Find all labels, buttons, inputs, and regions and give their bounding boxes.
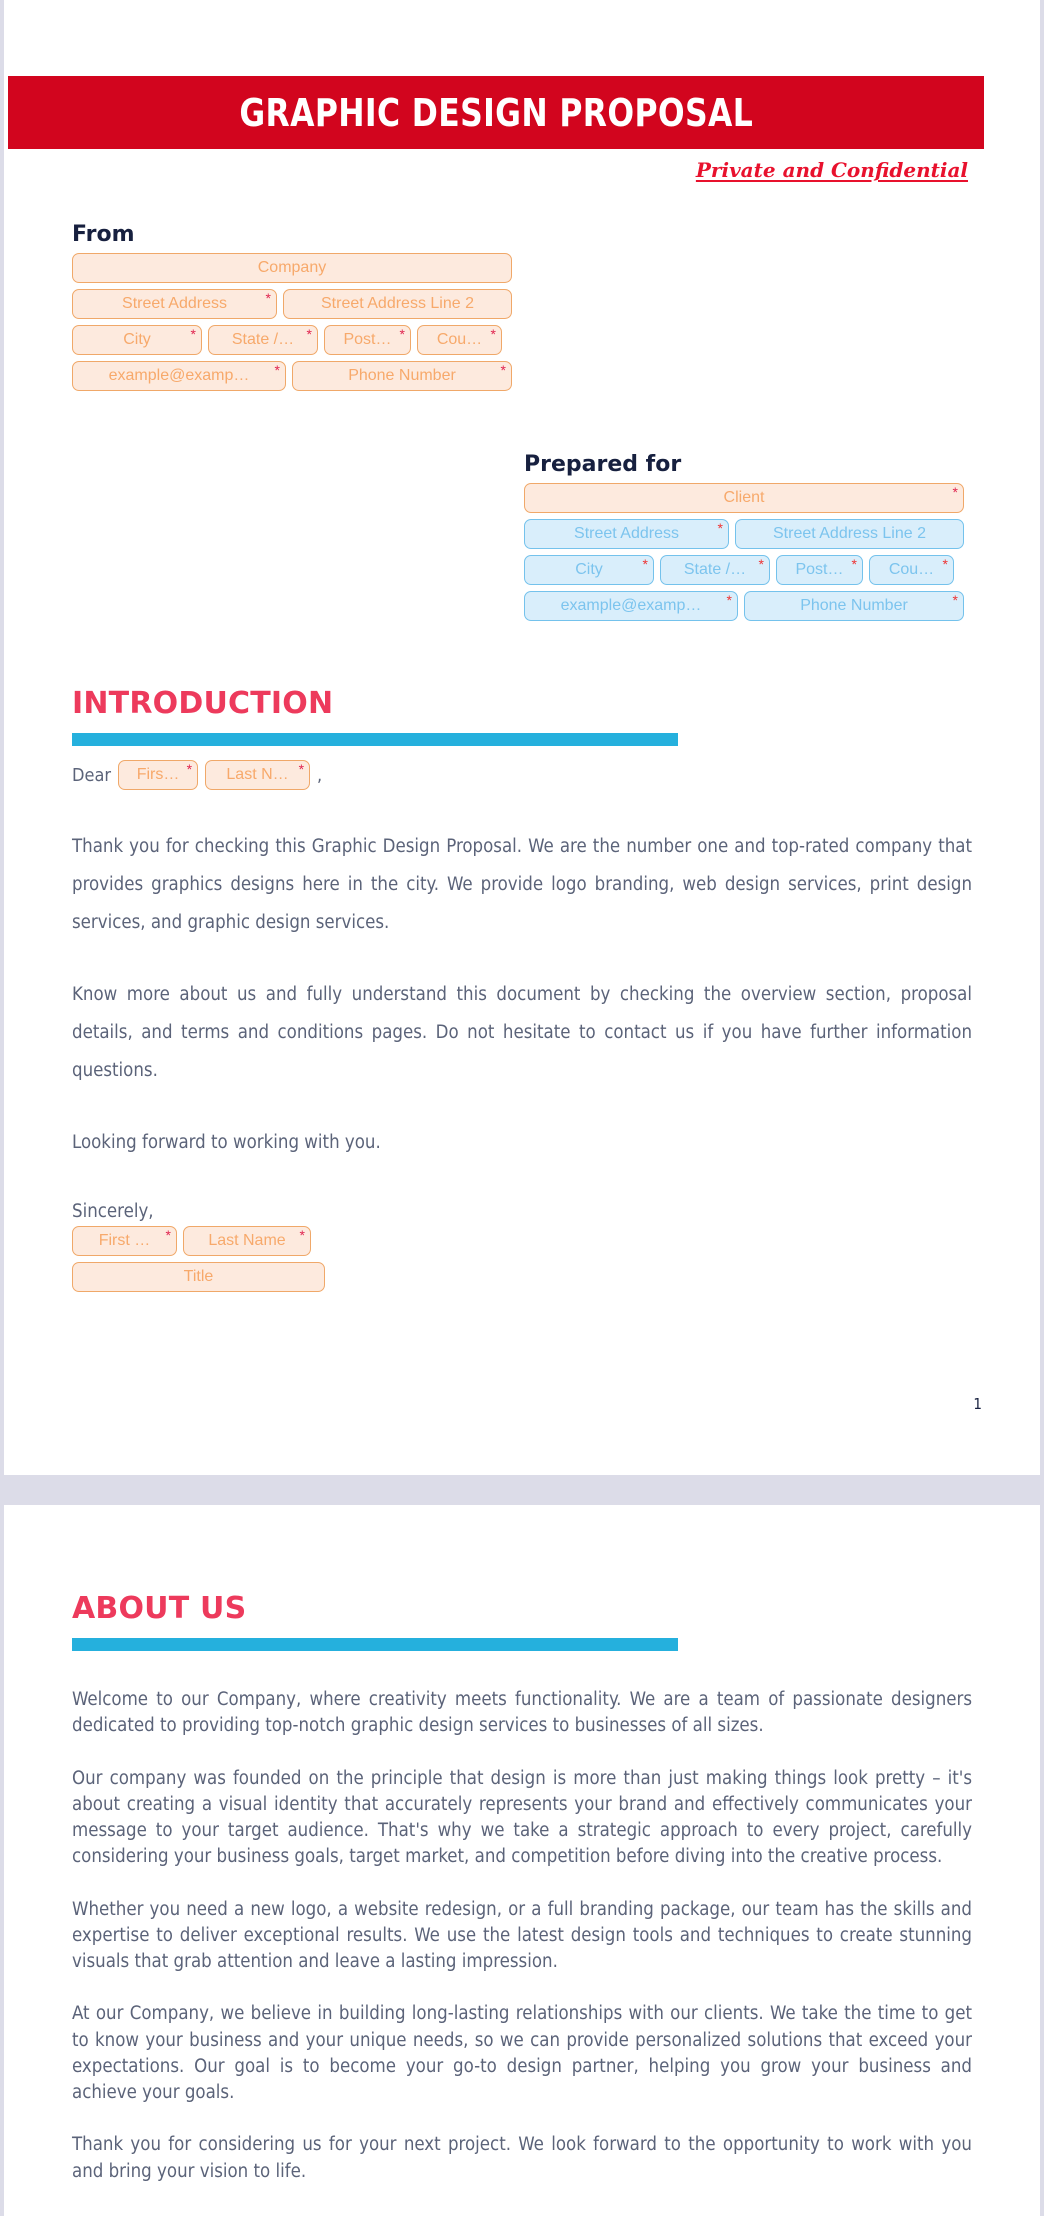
about-us-section (72, 1505, 972, 2185)
client-field[interactable]: Client * (524, 483, 964, 513)
about-us-paragraph-1: Welcome to our Company, where creativity meets functionality. We are a team of passionate designers dedicated to providing top-notch graphic design services to businesses of all sizes. (72, 1689, 972, 1737)
form-field-row (524, 519, 984, 549)
form-field-row (72, 289, 532, 319)
about-us-paragraph-3: Whether you need a new logo, a website redesign, or a full branding package, our team has the skills and expertise to deliver exceptional results. We use the latest design tools and techniques to create stunning visuals that grab attention and leave a lasting impression. (72, 1898, 972, 1973)
salutation-line (72, 760, 972, 790)
form-field-row (524, 555, 984, 585)
postal-code-field[interactable]: Post… * (324, 325, 411, 355)
required-asterisk-icon: * (758, 556, 764, 572)
client-state-field[interactable]: State /… * (660, 555, 770, 585)
required-asterisk-icon: * (274, 362, 280, 378)
client-country-field[interactable]: Cou… * (869, 555, 954, 585)
about-us-paragraph-2: Our company was founded on the principle that design is more than just making things look pretty – it's about creating a visual identity that accurately represents your brand and effectively communicates your message to your target audience. That's why we take a strategic approach to every project, carefully considering your business goals, target market, and competition before diving into the creative process. (72, 1767, 972, 1868)
signature-name-row (72, 1226, 972, 1256)
required-asterisk-icon: * (190, 326, 196, 342)
form-field-row (72, 361, 532, 391)
about-us-divider (72, 1638, 678, 1651)
about-us-paragraph-4: At our Company, we believe in building long-lasting relationships with our clients. We take the time to get to know your business and your unique needs, so we can provide personalized solutions that exceed your expectations. Our goal is to become your go-to design partner, helping you grow your business and achieve your goals. (72, 2003, 972, 2104)
introduction-paragraph-2: Know more about us and fully understand this document by checking the overview section, proposal details, and terms and conditions pages. Do not hesitate to contact us if you have further information questions. (72, 983, 972, 1081)
form-field-row (72, 253, 532, 283)
introduction-heading: INTRODUCTION (72, 686, 334, 721)
signature-title-row (72, 1262, 972, 1292)
city-field[interactable]: City * (72, 325, 202, 355)
required-asterisk-icon: * (299, 1227, 305, 1244)
page-title: GRAPHIC DESIGN PROPOSAL (239, 90, 753, 135)
salutation-comma: , (317, 764, 323, 786)
required-asterisk-icon: * (265, 290, 271, 306)
required-asterisk-icon: * (500, 362, 506, 378)
signature-title-chip[interactable]: Title (72, 1262, 325, 1292)
prepared-for-fields (524, 483, 984, 621)
form-field-row (524, 483, 984, 513)
about-us-paragraph-5: Thank you for considering us for your next project. We look forward to the opportunity to work with you and bring your vision to life. (72, 2134, 972, 2182)
dear-label: Dear (72, 764, 112, 786)
from-fields (72, 253, 532, 391)
introduction-paragraph-1: Thank you for checking this Graphic Design Proposal. We are the number one and top-rated company that provides graphics designs here in the city. We provide logo branding, web design services, print design services, and graphic design services. (72, 836, 972, 933)
intro-last-name-chip[interactable]: Last N… * (205, 760, 310, 790)
closing-label: Sincerely, (72, 1201, 154, 1223)
required-asterisk-icon: * (952, 592, 958, 608)
required-asterisk-icon: * (851, 556, 857, 572)
email-field[interactable]: example@examp… * (72, 361, 286, 391)
required-asterisk-icon: * (399, 326, 405, 342)
introduction-paragraph-3: Looking forward to working with you. (72, 1131, 381, 1153)
client-city-field[interactable]: City * (524, 555, 654, 585)
state-field[interactable]: State /… * (208, 325, 318, 355)
form-field-row (72, 325, 532, 355)
document-page-2 (4, 1505, 1040, 2216)
required-asterisk-icon: * (165, 1227, 171, 1244)
form-field-row (524, 591, 984, 621)
client-postal-code-field[interactable]: Post… * (776, 555, 863, 585)
introduction-section (72, 686, 972, 1298)
confidentiality-note: Private and Confidential (695, 158, 968, 182)
about-us-heading: ABOUT US (72, 1591, 247, 1626)
client-street-address-2-field[interactable]: Street Address Line 2 (735, 519, 964, 549)
signature-first-name-chip[interactable]: First … * (72, 1226, 177, 1256)
required-asterisk-icon: * (942, 556, 948, 572)
intro-first-name-chip[interactable]: Firs… * (118, 760, 198, 790)
required-asterisk-icon: * (642, 556, 648, 572)
required-asterisk-icon: * (186, 761, 193, 777)
required-asterisk-icon: * (726, 592, 732, 608)
client-email-field[interactable]: example@examp… * (524, 591, 738, 621)
required-asterisk-icon: * (490, 326, 496, 342)
client-street-address-field[interactable]: Street Address * (524, 519, 729, 549)
street-address-2-field[interactable]: Street Address Line 2 (283, 289, 512, 319)
required-asterisk-icon: * (298, 761, 305, 777)
document-title-banner (8, 76, 984, 149)
prepared-for-label: Prepared for (524, 452, 682, 477)
prepared-for-block (524, 452, 984, 627)
introduction-divider (72, 733, 678, 746)
street-address-field[interactable]: Street Address * (72, 289, 277, 319)
from-label: From (72, 222, 135, 247)
required-asterisk-icon: * (717, 520, 723, 536)
page-number: 1 (973, 1395, 982, 1413)
document-page-1 (4, 0, 1040, 1475)
country-field[interactable]: Cou… * (417, 325, 502, 355)
signature-last-name-chip[interactable]: Last Name * (183, 1226, 311, 1256)
page-separator (0, 1475, 1044, 1505)
client-phone-field[interactable]: Phone Number * (744, 591, 964, 621)
required-asterisk-icon: * (306, 326, 312, 342)
from-block (72, 222, 532, 397)
phone-field[interactable]: Phone Number * (292, 361, 512, 391)
company-field[interactable]: Company (72, 253, 512, 283)
required-asterisk-icon: * (952, 484, 958, 500)
